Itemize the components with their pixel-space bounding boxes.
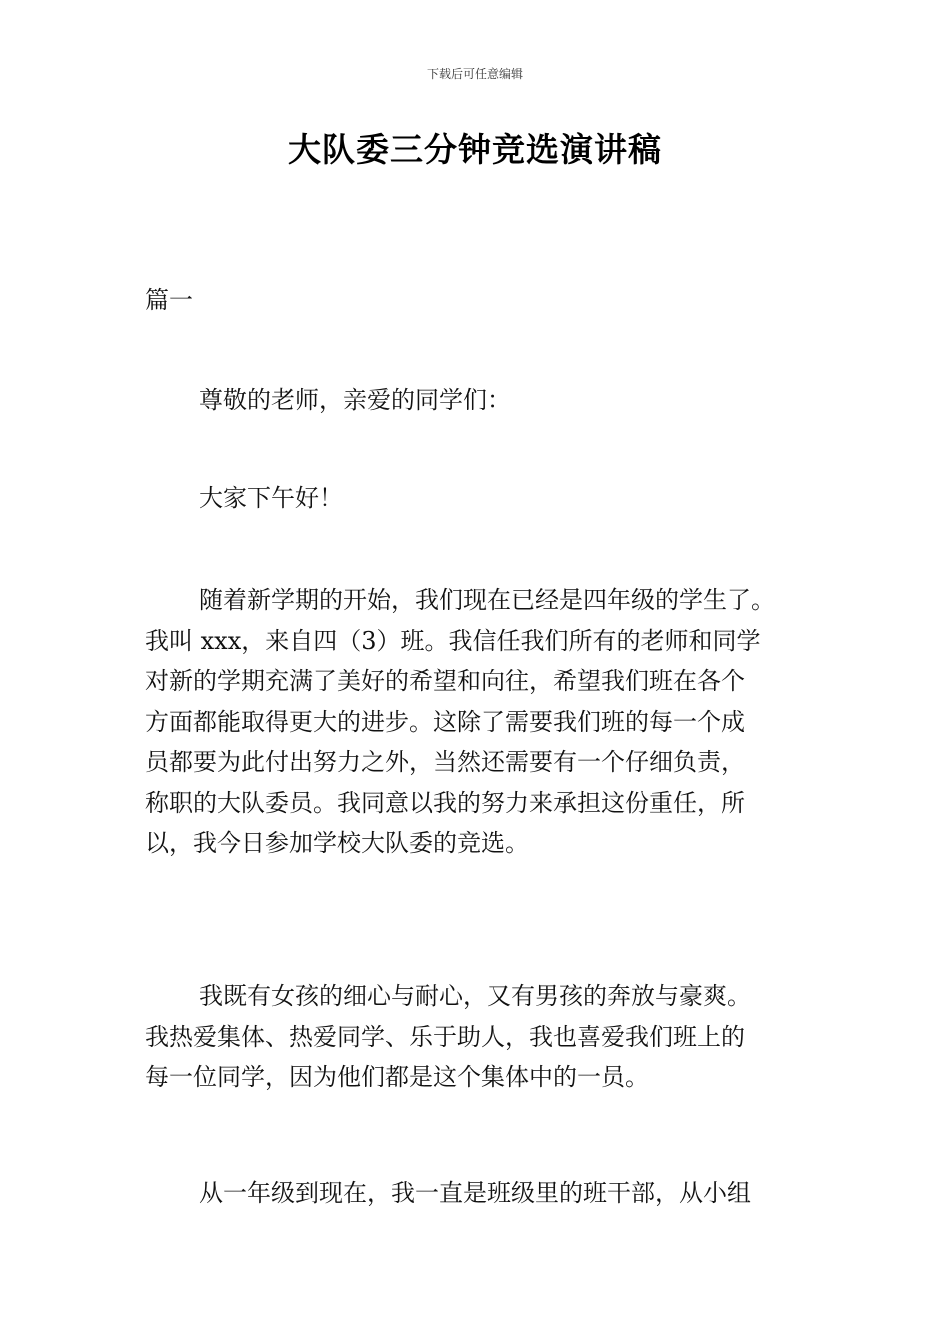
paragraph-hello	[145, 478, 835, 519]
paragraph-line: 尊敬的老师，亲爱的同学们：	[199, 386, 511, 414]
header-note: 下载后可任意编辑	[426, 67, 523, 81]
section-label: 篇一	[145, 286, 193, 314]
paragraph-line: 随着新学期的开始，我们现在已经是四年级的学生了。	[199, 586, 775, 614]
paragraph-line: 以，我今日参加学校大队委的竞选。	[145, 829, 529, 857]
paragraph-line: 每一位同学，因为他们都是这个集体中的一员。	[145, 1063, 649, 1091]
document-title: 大队委三分钟竞选演讲稿	[288, 130, 662, 169]
paragraph-line: 对新的学期充满了美好的希望和向往，希望我们班在各个	[145, 667, 745, 695]
paragraph-line: 我叫 xxx，来自四（3）班。我信任我们所有的老师和同学	[145, 626, 761, 655]
paragraph-greeting	[145, 380, 835, 421]
paragraph-introduction	[145, 580, 835, 864]
paragraph-line: 大家下午好！	[199, 484, 343, 512]
paragraph-traits	[145, 976, 835, 1098]
paragraph-line: 称职的大队委员。我同意以我的努力来承担这份重任，所	[145, 788, 745, 817]
paragraph-line: 我热爱集体、热爱同学、乐于助人，我也喜爱我们班上的	[145, 1022, 745, 1051]
paragraph-line: 从一年级到现在，我一直是班级里的班干部，从小组	[199, 1179, 751, 1207]
paragraph-line: 我既有女孩的细心与耐心，又有男孩的奔放与豪爽。	[199, 982, 751, 1010]
paragraph-line: 方面都能取得更大的进步。这除了需要我们班的每一个成	[145, 707, 745, 736]
paragraph-line: 员都要为此付出努力之外，当然还需要有一个仔细负责，	[145, 748, 745, 776]
paragraph-history	[145, 1173, 835, 1214]
